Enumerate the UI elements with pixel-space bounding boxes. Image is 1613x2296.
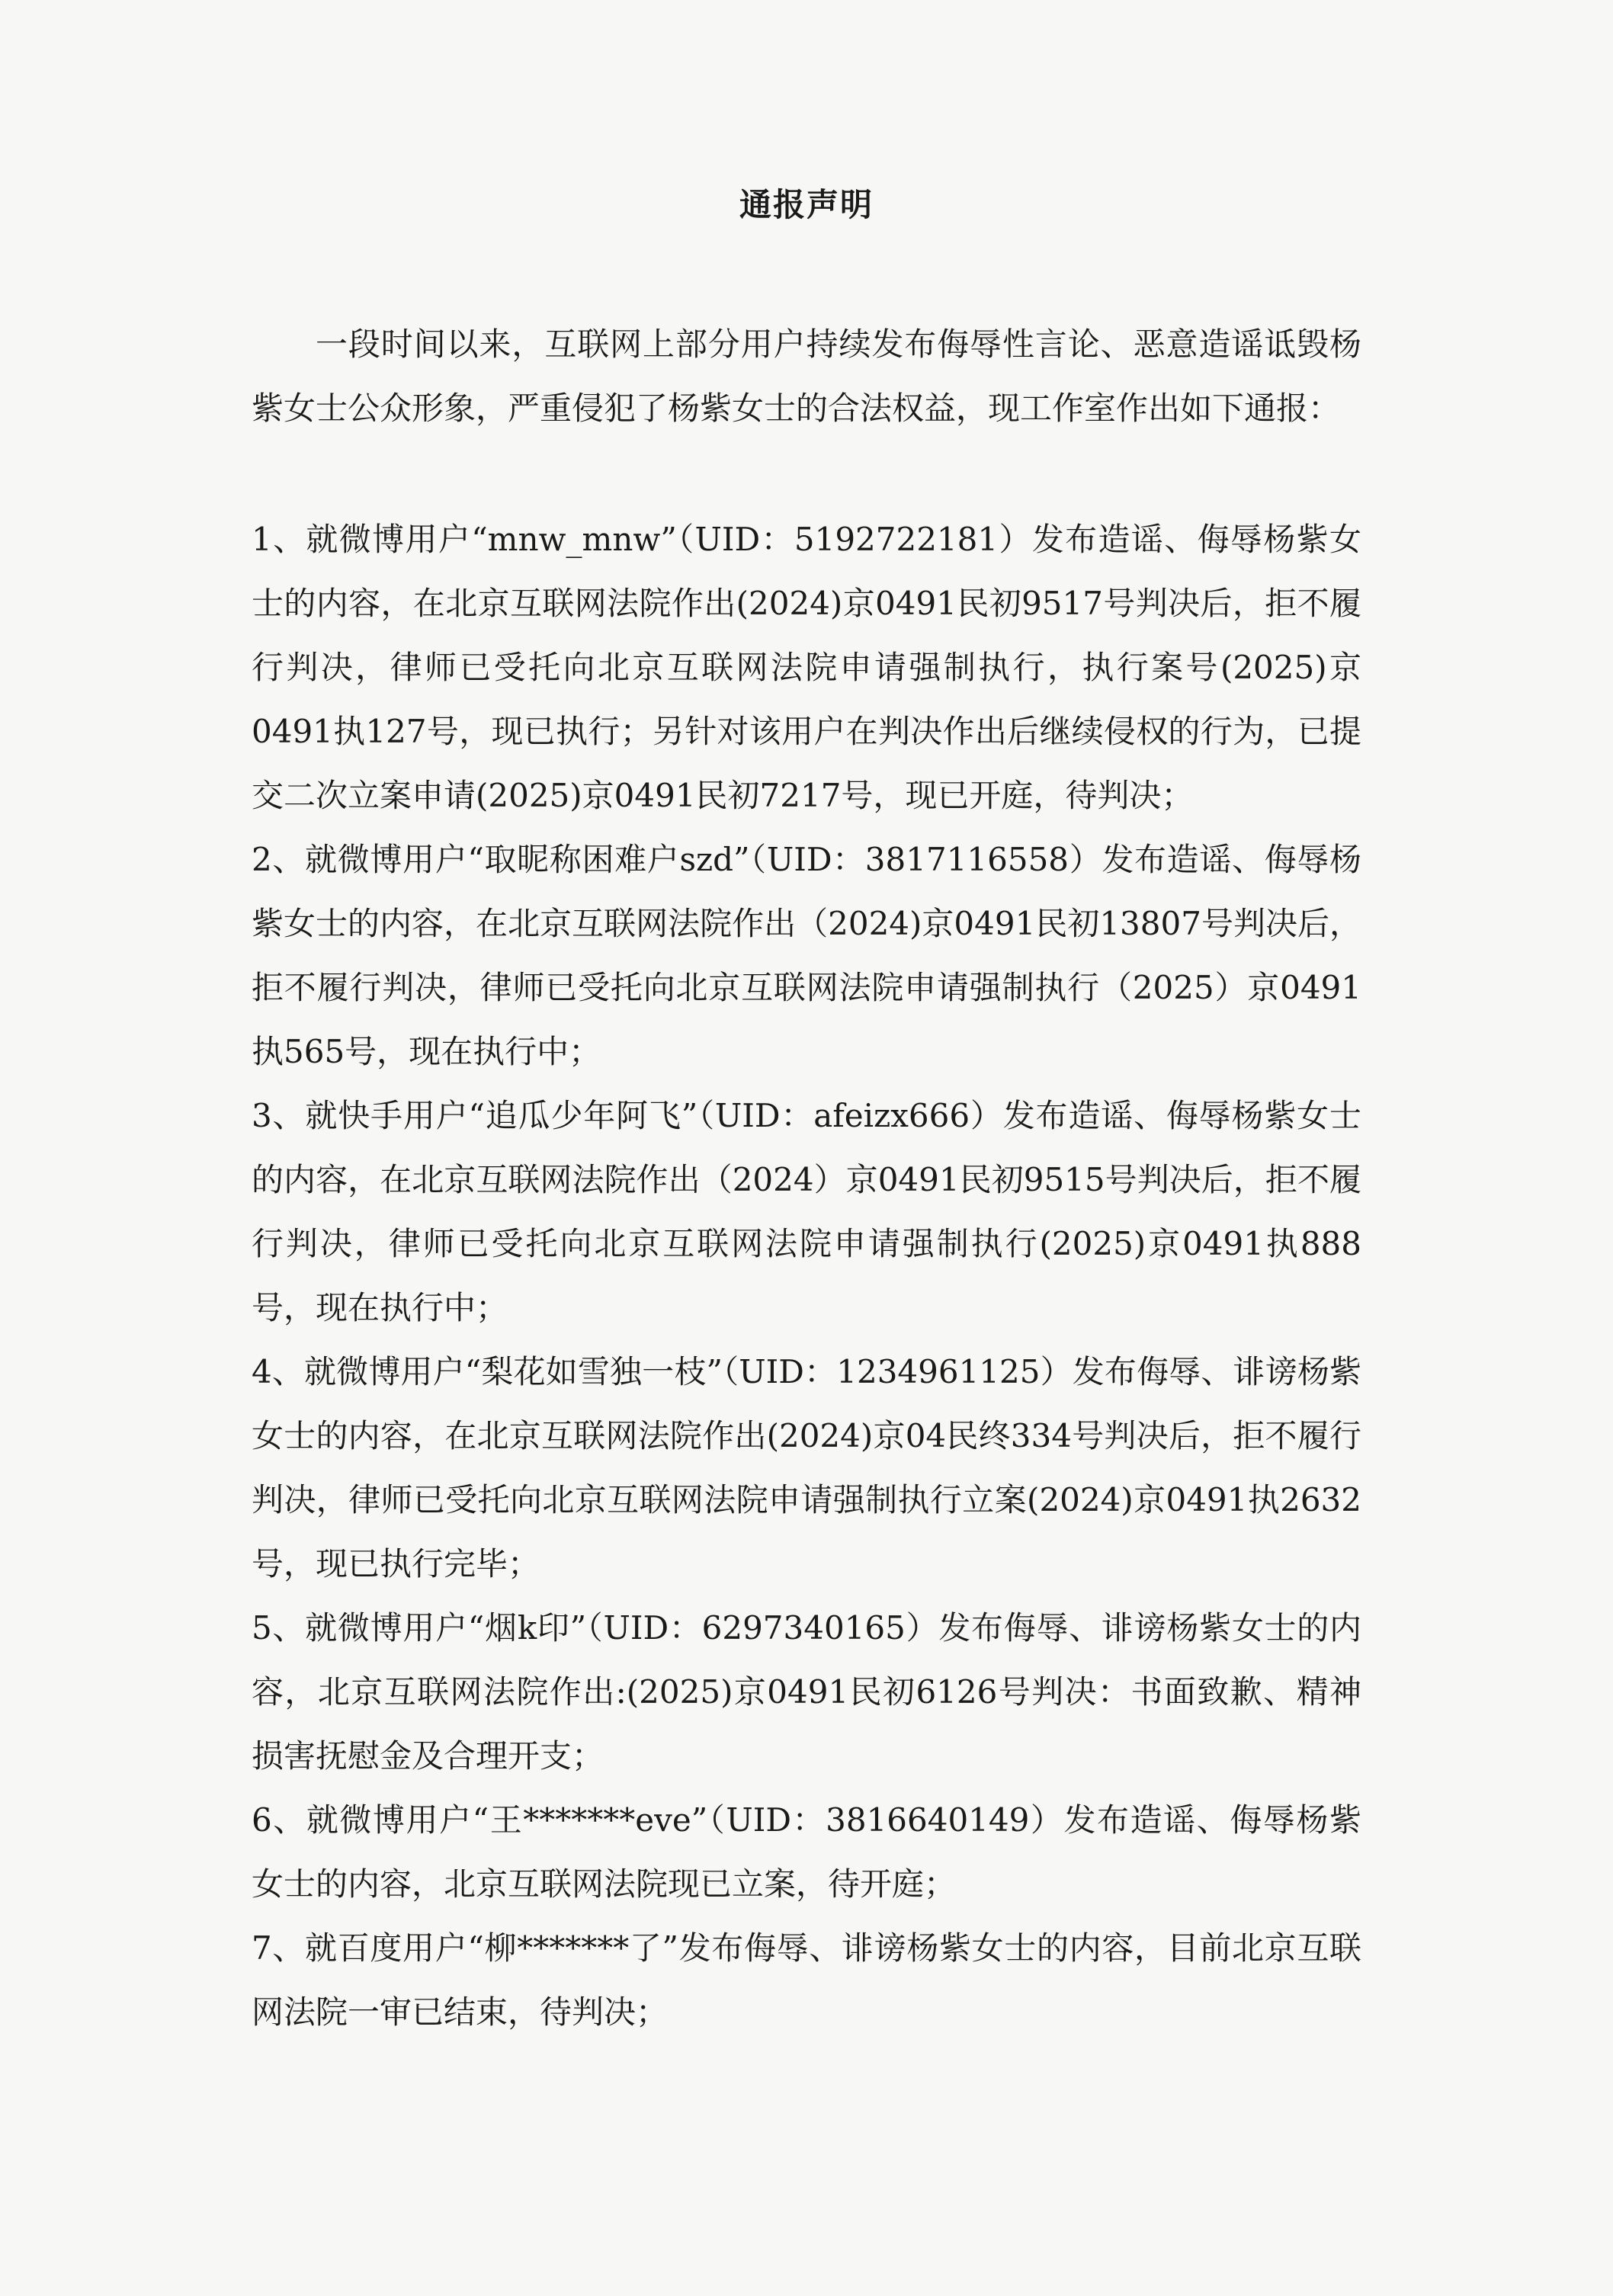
list-item: 3、就快手用户“追瓜少年阿飞”（UID：afeizx666）发布造谣、侮辱杨紫女士的内容，在北京互联网法院作出（2024）京0491民初9515号判决后，拒不履行判决，律师已受托向北京互联网法院申请强制执行(2025)京0491执888号，现在执行中；: [252, 1097, 1361, 1326]
case-list: [252, 508, 1361, 2044]
document-title: 通报声明: [739, 186, 874, 223]
list-item: 5、就微博用户“烟k印”（UID：6297340165）发布侮辱、诽谤杨紫女士的内容，北京互联网法院作出:(2025)京0491民初6126号判决：书面致歉、精神损害抚慰金及合理开支；: [252, 1609, 1361, 1775]
list-item: 4、就微博用户“梨花如雪独一枝”（UID：1234961125）发布侮辱、诽谤杨紫女士的内容，在北京互联网法院作出(2024)京04民终334号判决后，拒不履行判决，律师已受托向北京互联网法院申请强制执行立案(2024)京0491执2632号，现已执行完毕；: [252, 1353, 1361, 1583]
list-item: 7、就百度用户“柳*******了”发布侮辱、诽谤杨紫女士的内容，目前北京互联网法院一审已结束，待判决；: [252, 1929, 1361, 2031]
list-item: 1、就微博用户“mnw_mnw”（UID：5192722181）发布造谣、侮辱杨紫女士的内容，在北京互联网法院作出(2024)京0491民初9517号判决后，拒不履行判决，律师已受托向北京互联网法院申请强制执行，执行案号(2025)京0491执127号，现已执行；另针对该用户在判决作出后继续侵权的行为，已提交二次立案申请(2025)京0491民初7217号，现已开庭，待判决；: [252, 521, 1361, 814]
list-item: 6、就微博用户“王*******eve”（UID：3816640149）发布造谣、侮辱杨紫女士的内容，北京互联网法院现已立案，待开庭；: [252, 1801, 1361, 1903]
list-item: 2、就微博用户“取昵称困难户szd”（UID：3817116558）发布造谣、侮辱杨紫女士的内容，在北京互联网法院作出（2024)京0491民初13807号判决后，拒不履行判决，律师已受托向北京互联网法院申请强制执行（2025）京0491执565号，现在执行中；: [252, 841, 1361, 1070]
intro-paragraph: 一段时间以来，互联网上部分用户持续发布侮辱性言论、恶意造谣诋毁杨紫女士公众形象，严重侵犯了杨紫女士的合法权益，现工作室作出如下通报：: [252, 325, 1361, 427]
